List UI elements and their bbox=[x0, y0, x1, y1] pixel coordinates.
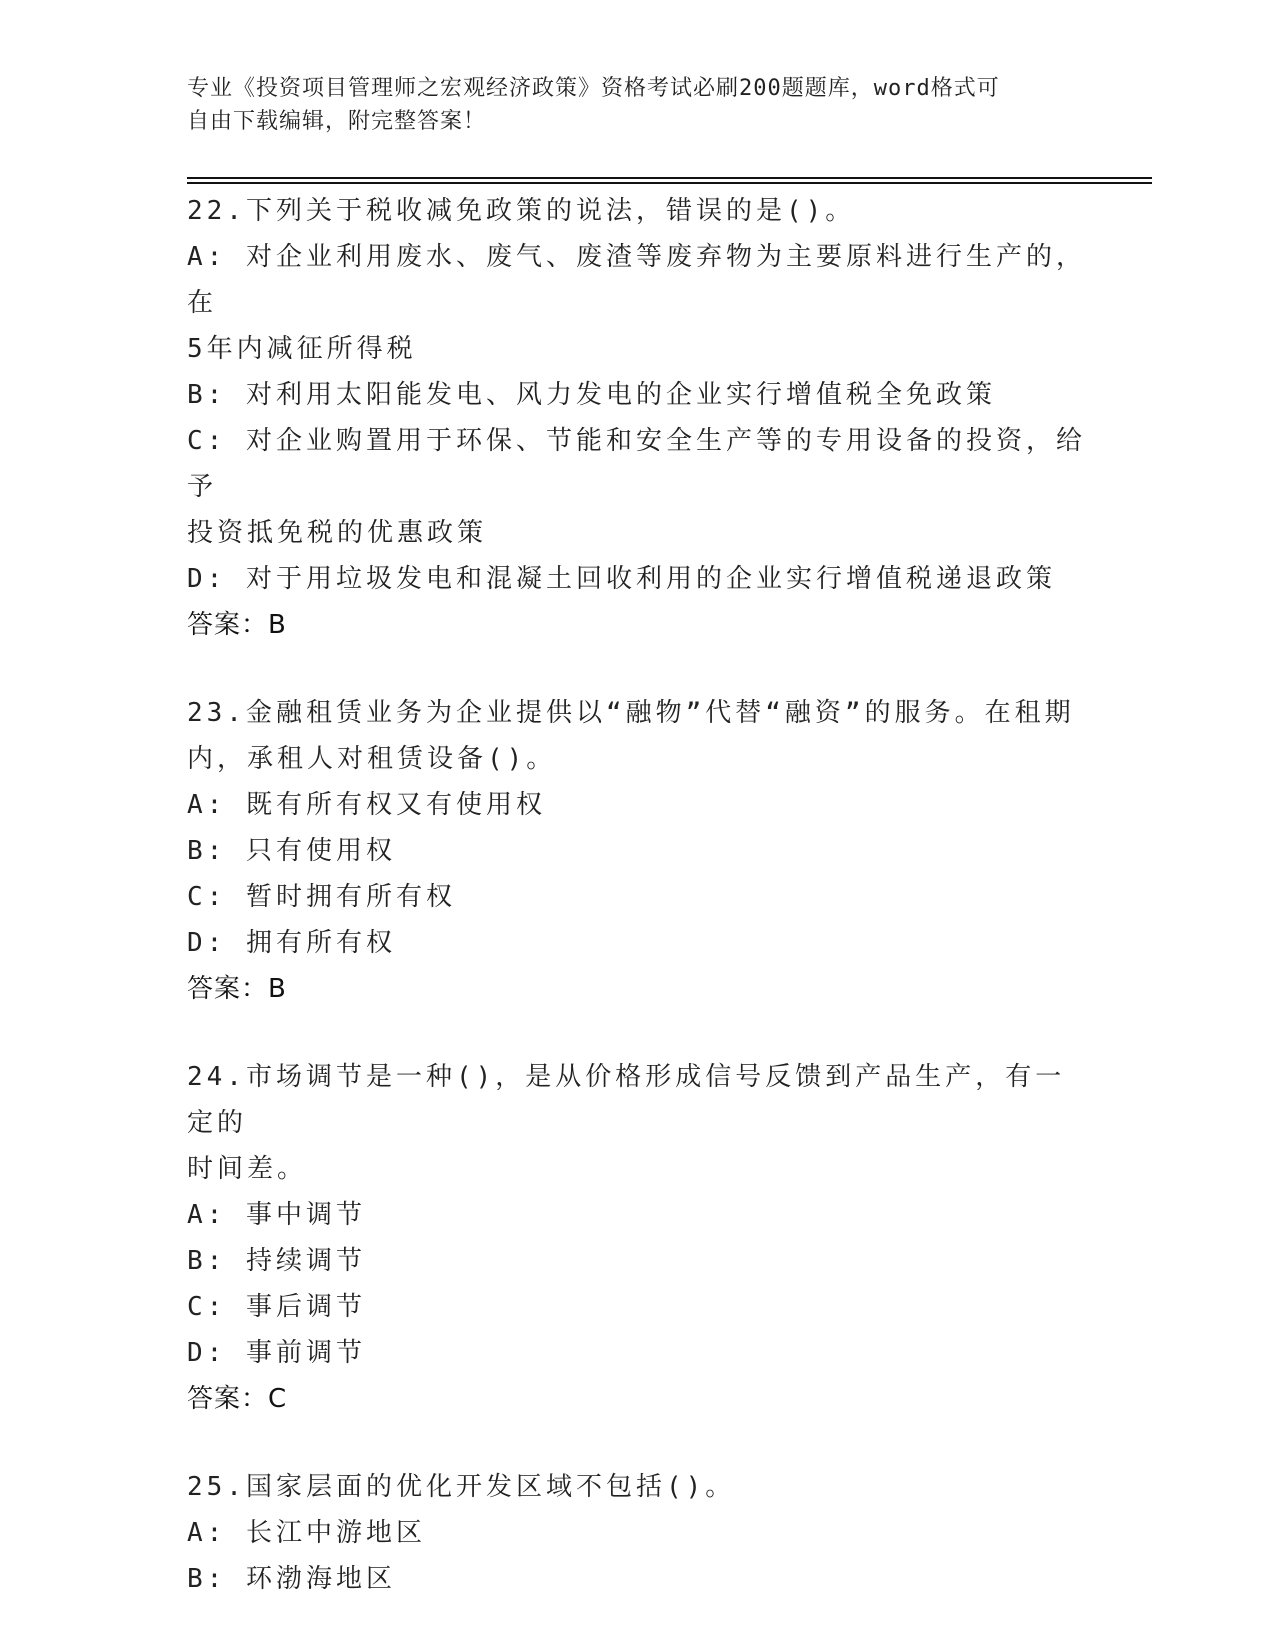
answer-option: D: 事前调节 bbox=[187, 1338, 366, 1368]
answer-option: 投资抵免税的优惠政策 bbox=[187, 518, 488, 548]
document-header bbox=[187, 72, 1067, 138]
answer-option: A: 既有所有权又有使用权 bbox=[187, 790, 546, 820]
answer-key: 答案：B bbox=[187, 974, 287, 1004]
answer-option: C: 事后调节 bbox=[187, 1292, 366, 1322]
answer-option: B: 环渤海地区 bbox=[187, 1564, 396, 1594]
question-spacer bbox=[187, 648, 1087, 690]
question-stem: 24.市场调节是一种()，是从价格形成信号反馈到产品生产，有一定的 bbox=[187, 1062, 1066, 1138]
answer-option: B: 对利用太阳能发电、风力发电的企业实行增值税全免政策 bbox=[187, 380, 996, 410]
question-block bbox=[187, 188, 1087, 648]
question-list bbox=[187, 188, 1087, 1602]
answer-option: C: 暂时拥有所有权 bbox=[187, 882, 456, 912]
answer-option: D: 对于用垃圾发电和混凝土回收利用的企业实行增值税递退政策 bbox=[187, 564, 1056, 594]
answer-option: 5年内减征所得税 bbox=[187, 334, 417, 364]
answer-option: C: 对企业购置用于环保、节能和安全生产等的专用设备的投资，给予 bbox=[187, 426, 1086, 502]
answer-option: A: 事中调节 bbox=[187, 1200, 366, 1230]
question-block bbox=[187, 690, 1087, 1012]
question-stem: 时间差。 bbox=[187, 1154, 308, 1184]
question-stem: 25.国家层面的优化开发区域不包括()。 bbox=[187, 1472, 736, 1502]
question-block bbox=[187, 1464, 1087, 1602]
answer-key: 答案：C bbox=[187, 1384, 288, 1414]
answer-key: 答案：B bbox=[187, 610, 287, 640]
header-line-2: 自由下载编辑，附完整答案！ bbox=[187, 109, 487, 134]
header-divider-top bbox=[187, 177, 1152, 179]
question-spacer bbox=[187, 1012, 1087, 1054]
question-stem: 23.金融租赁业务为企业提供以“融物”代替“融资”的服务。在租期 bbox=[187, 698, 1075, 728]
question-stem: 22.下列关于税收减免政策的说法，错误的是()。 bbox=[187, 196, 856, 226]
question-spacer bbox=[187, 1422, 1087, 1464]
header-line-1: 专业《投资项目管理师之宏观经济政策》资格考试必刷200题题库，word格式可 bbox=[187, 76, 1000, 101]
answer-option: D: 拥有所有权 bbox=[187, 928, 396, 958]
question-block bbox=[187, 1054, 1087, 1422]
answer-option: A: 对企业利用废水、废气、废渣等废弃物为主要原料进行生产的，在 bbox=[187, 242, 1086, 318]
answer-option: B: 只有使用权 bbox=[187, 836, 396, 866]
answer-option: B: 持续调节 bbox=[187, 1246, 366, 1276]
header-divider-bottom bbox=[187, 182, 1152, 184]
answer-option: A: 长江中游地区 bbox=[187, 1518, 426, 1548]
question-stem: 内，承租人对租赁设备()。 bbox=[187, 744, 557, 774]
